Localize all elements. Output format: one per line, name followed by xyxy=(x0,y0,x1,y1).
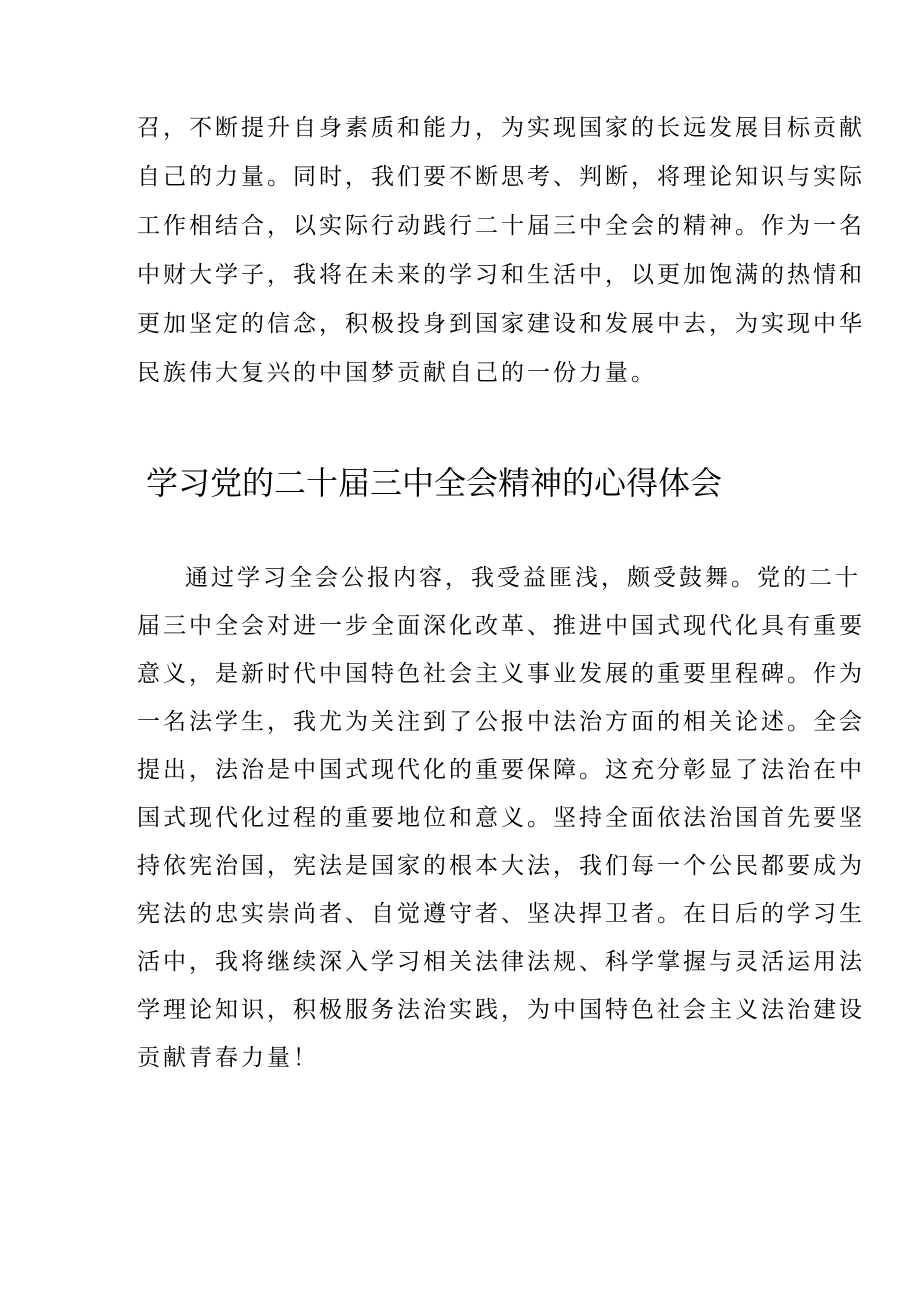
paragraph-line: 更加坚定的信念，积极投身到国家建设和发展中去，为实现中华 xyxy=(137,311,865,337)
paragraph-line: 工作相结合，以实际行动践行二十届三中全会的精神。作为一名 xyxy=(137,213,865,239)
paragraph-line: 届三中全会对进一步全面深化改革、推进中国式现代化具有重要 xyxy=(137,613,865,639)
paragraph-line: 民族伟大复兴的中国梦贡献自己的一份力量。 xyxy=(137,360,657,386)
paragraph-line: 持依宪治国，宪法是国家的根本大法，我们每一个公民都要成为 xyxy=(137,853,865,879)
paragraph-line: 召，不断提升自身素质和能力，为实现国家的长远发展目标贡献 xyxy=(137,115,865,141)
paragraph-line: 国式现代化过程的重要地位和意义。坚持全面依法治国首先要坚 xyxy=(137,805,865,831)
paragraph-line: 提出，法治是中国式现代化的重要保障。这充分彰显了法治在中 xyxy=(137,757,865,783)
paragraph-line: 通过学习全会公报内容，我受益匪浅，颇受鼓舞。党的二十 xyxy=(185,565,861,591)
section-title: 学习党的二十届三中全会精神的心得体会 xyxy=(146,464,723,502)
paragraph-line: 意义，是新时代中国特色社会主义事业发展的重要里程碑。作为 xyxy=(137,661,865,687)
paragraph-line: 活中，我将继续深入学习相关法律法规、科学掌握与灵活运用法 xyxy=(137,949,865,975)
paragraph-line: 宪法的忠实崇尚者、自觉遵守者、坚决捍卫者。在日后的学习生 xyxy=(137,901,865,927)
paragraph-line: 中财大学子，我将在未来的学习和生活中，以更加饱满的热情和 xyxy=(137,262,865,288)
paragraph-line: 自己的力量。同时，我们要不断思考、判断，将理论知识与实际 xyxy=(137,164,865,190)
paragraph-line: 学理论知识，积极服务法治实践，为中国特色社会主义法治建设 xyxy=(137,997,865,1023)
paragraph-line: 一名法学生，我尤为关注到了公报中法治方面的相关论述。全会 xyxy=(137,709,865,735)
paragraph-line: 贡献青春力量！ xyxy=(137,1045,319,1071)
